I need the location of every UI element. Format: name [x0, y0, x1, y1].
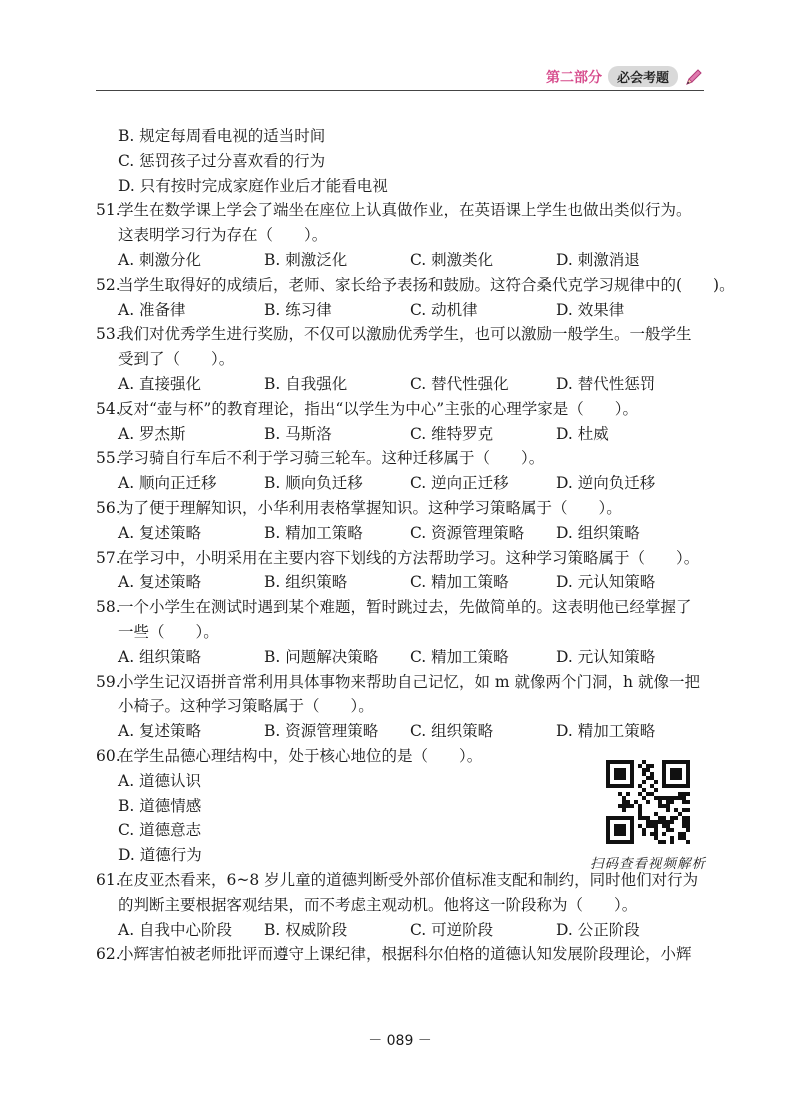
option-item: B. 练习律: [264, 300, 332, 319]
question-text: 反对“壶与杯”的教育理论，指出“以学生为中心”主张的心理学家是（ ）。: [118, 399, 638, 418]
question-text: 小辉害怕被老师批评而遵守上课纪律，根据科尔伯格的道德认知发展阶段理论，小辉: [118, 945, 692, 964]
option-item: D. 杜威: [556, 424, 609, 443]
question-number: 59.: [96, 672, 121, 691]
question-stem: [96, 446, 708, 471]
question-continuation: 的判断主要根据客观结果，而不考虑主观动机。他将这一阶段称为（ ）。: [118, 895, 638, 914]
pencil-icon: [684, 67, 704, 87]
question-text: 学生在数学课上学会了端坐在座位上认真做作业，在英语课上学生也做出类似行为。: [118, 201, 692, 220]
question-stem: [96, 496, 708, 521]
option-item: B. 马斯洛: [264, 424, 332, 443]
qr-section: [578, 760, 718, 872]
option-line: C. 道德意志: [118, 821, 202, 840]
option-item: C. 资源管理策略: [410, 523, 525, 542]
option-item: C. 逆向正迁移: [410, 474, 509, 493]
question-stem: [96, 322, 708, 347]
question-text: 小学生记汉语拼音常利用具体事物来帮助自己记忆，如 m 就像两个门洞，h 就像一把: [118, 672, 700, 691]
option-item: A. 顺向正迁移: [118, 474, 217, 493]
option-item: B. 资源管理策略: [264, 722, 379, 741]
question-text: 在皮亚杰看来，6~8 岁儿童的道德判断受外部价值标准支配和制约，同时他们对行为: [118, 870, 699, 889]
option-item: D. 元认知策略: [556, 573, 656, 592]
option-item: C. 维特罗克: [410, 424, 494, 443]
question-text: 一个小学生在测试时遇到某个难题，暂时跳过去，先做简单的。这表明他已经掌握了: [118, 598, 692, 617]
option-item: D. 组织策略: [556, 523, 640, 542]
option-item: A. 准备律: [118, 300, 186, 319]
option-item: D. 替代性惩罚: [556, 374, 656, 393]
option-item: A. 直接强化: [118, 374, 202, 393]
option-item: C. 动机律: [410, 300, 478, 319]
option-row: [96, 471, 708, 496]
question-number: 62.: [96, 945, 121, 964]
option-item: B. 问题解决策略: [264, 647, 379, 666]
question-stem: [96, 670, 708, 695]
option-item: B. 组织策略: [264, 573, 348, 592]
option-row: [96, 570, 708, 595]
option-item: A. 自我中心阶段: [118, 920, 233, 939]
option-line: A. 道德认识: [118, 771, 202, 790]
option-line: D. 只有按时完成家庭作业后才能看电视: [118, 176, 388, 195]
option-row: [96, 298, 708, 323]
question-number: 58.: [96, 598, 121, 617]
part-label: 第二部分: [545, 69, 602, 86]
option-item: C. 组织策略: [410, 722, 494, 741]
qr-code-icon[interactable]: [606, 760, 690, 844]
option-item: C. 精加工策略: [410, 647, 509, 666]
question-number: 61.: [96, 870, 121, 889]
option-row: [96, 719, 708, 744]
question-number: 57.: [96, 548, 121, 567]
option-item: D. 刺激消退: [556, 250, 640, 269]
option-row: [96, 248, 708, 273]
option-item: C. 可逆阶段: [410, 920, 494, 939]
question-text: 为了便于理解知识，小华利用表格掌握知识。这种学习策略属于（ ）。: [118, 498, 622, 517]
question-number: 60.: [96, 746, 121, 765]
option-row: [96, 372, 708, 397]
option-item: A. 组织策略: [118, 647, 202, 666]
question-number: 55.: [96, 449, 121, 468]
question-continuation: 这表明学习行为存在（ ）。: [118, 226, 328, 245]
option-item: A. 刺激分化: [118, 250, 202, 269]
page-number: － 089 －: [368, 1033, 432, 1049]
option-item: B. 精加工策略: [264, 523, 363, 542]
option-item: B. 刺激泛化: [264, 250, 348, 269]
option-row: [96, 918, 708, 943]
option-item: A. 复述策略: [118, 722, 202, 741]
question-number: 53.: [96, 325, 121, 344]
option-line: D. 道德行为: [118, 846, 202, 865]
question-number: 56.: [96, 498, 121, 517]
option-item: B. 权威阶段: [264, 920, 348, 939]
page-header: [546, 66, 704, 87]
question-stem: [96, 546, 708, 571]
option-line: C. 惩罚孩子过分喜欢看的行为: [118, 151, 326, 170]
qr-caption: 扫码查看视频解析: [590, 856, 706, 872]
option-line: B. 道德情感: [118, 796, 202, 815]
option-item: D. 效果律: [556, 300, 625, 319]
question-text: 当学生取得好的成绩后，老师、家长给予表扬和鼓励。这符合桑代克学习规律中的( )。: [118, 275, 735, 294]
option-item: C. 刺激类化: [410, 250, 494, 269]
question-continuation: 受到了（ ）。: [118, 350, 235, 369]
option-row: [96, 422, 708, 447]
question-text: 学习骑自行车后不利于学习骑三轮车。这种迁移属于（ ）。: [118, 449, 545, 468]
question-text: 在学生品德心理结构中，处于核心地位的是（ ）。: [118, 746, 483, 765]
question-stem: [96, 198, 708, 223]
option-line: B. 规定每周看电视的适当时间: [118, 127, 326, 145]
question-text: 在学习中，小明采用在主要内容下划线的方法帮助学习。这种学习策略属于（ ）。: [118, 548, 700, 567]
option-item: D. 公正阶段: [556, 920, 640, 939]
question-stem: [96, 595, 708, 620]
question-stem: [96, 397, 708, 422]
option-item: D. 元认知策略: [556, 647, 656, 666]
question-number: 52.: [96, 275, 121, 294]
option-item: B. 顺向负迁移: [264, 474, 363, 493]
option-row: [96, 521, 708, 546]
option-item: A. 复述策略: [118, 573, 202, 592]
question-continuation: 小椅子。这种学习策略属于（ ）。: [118, 697, 374, 716]
question-continuation: 一些（ ）。: [118, 622, 219, 641]
option-item: A. 罗杰斯: [118, 424, 186, 443]
option-item: A. 复述策略: [118, 523, 202, 542]
option-item: C. 精加工策略: [410, 573, 509, 592]
option-row: [96, 645, 708, 670]
question-number: 51.: [96, 201, 121, 220]
option-item: C. 替代性强化: [410, 374, 509, 393]
option-item: B. 自我强化: [264, 374, 348, 393]
question-number: 54.: [96, 399, 121, 418]
header-rule: [96, 90, 704, 91]
section-badge: 必会考题: [608, 66, 678, 87]
question-text: 我们对优秀学生进行奖励，不仅可以激励优秀学生，也可以激励一般学生。一般学生: [118, 325, 692, 344]
question-stem: [96, 942, 708, 967]
option-item: D. 精加工策略: [556, 722, 656, 741]
question-stem: [96, 273, 735, 298]
option-item: D. 逆向负迁移: [556, 474, 656, 493]
